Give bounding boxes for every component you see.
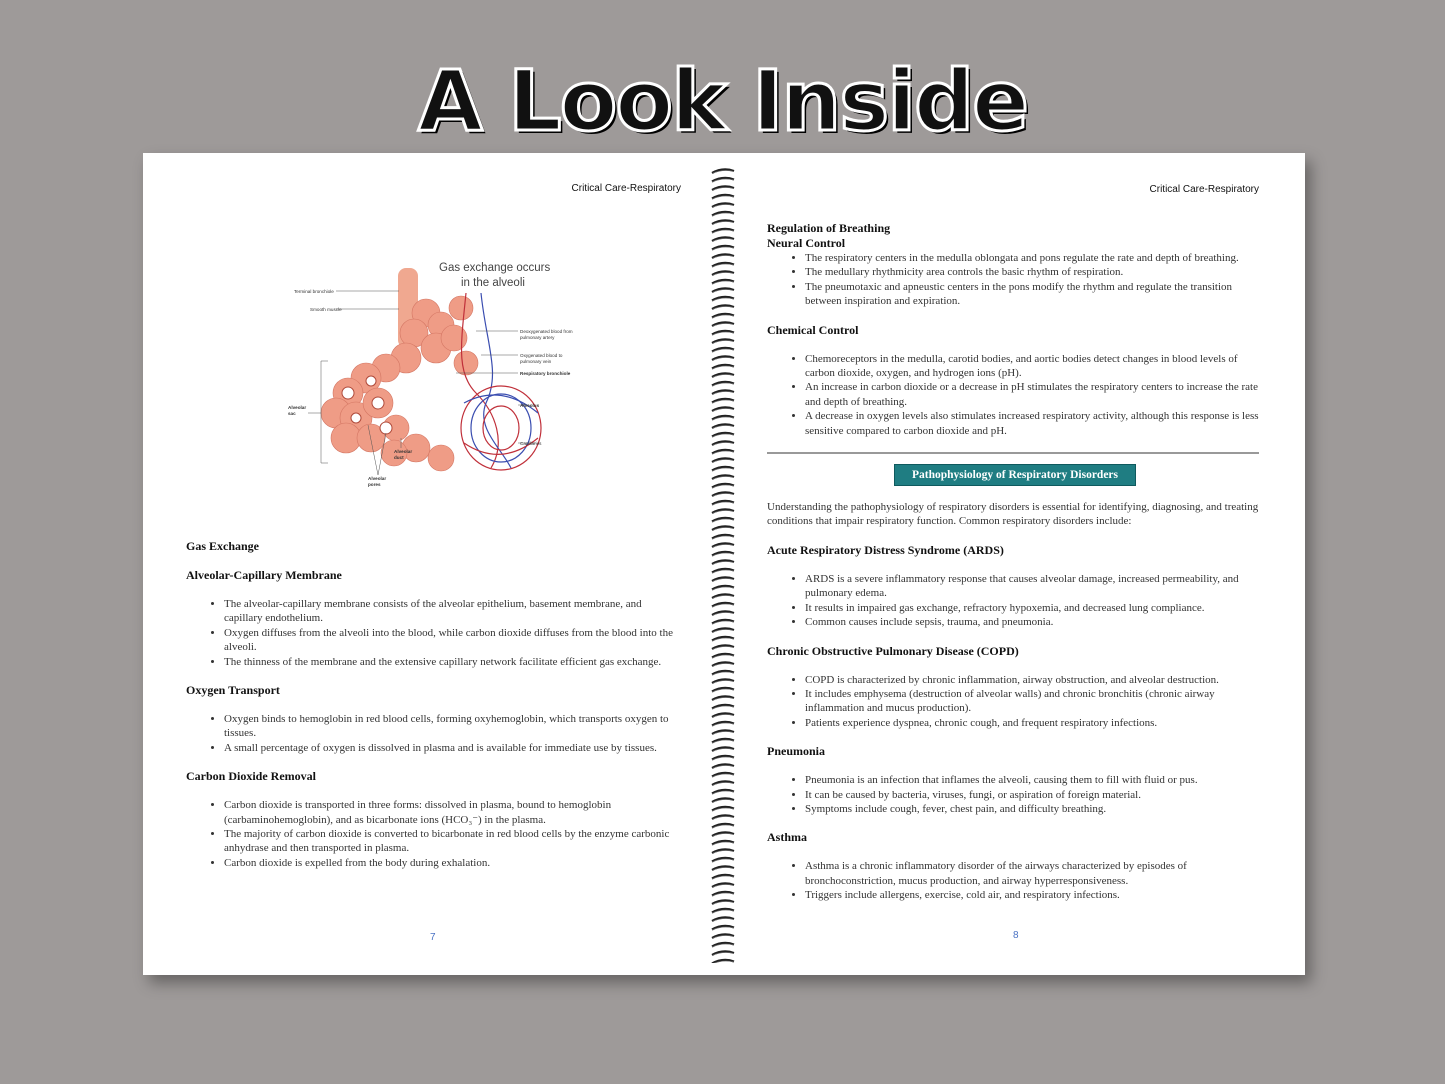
section-divider xyxy=(767,452,1259,454)
right-page-number: 8 xyxy=(1013,930,1019,941)
pathophysiology-banner: Pathophysiology of Respiratory Disorders xyxy=(894,464,1136,486)
disorder-heading: Asthma xyxy=(767,830,808,845)
list-item: • Triggers include allergens, exercise, cold air, and respiratory infections. xyxy=(805,888,1263,902)
list-item: • It results in impaired gas exchange, refractory hypoxemia, and decreased lung compliance. xyxy=(805,601,1263,615)
list-item: • ARDS is a severe inflammatory response that causes alveolar damage, increased permeability, and pulmonary edema. xyxy=(805,572,1263,601)
regulation-heading: Regulation of Breathing xyxy=(767,221,891,235)
page-headline: A Look Inside xyxy=(417,52,1028,150)
bullet-list xyxy=(186,712,676,755)
section-heading: Oxygen Transport xyxy=(186,683,280,698)
right-page-content xyxy=(767,221,1263,903)
bullet-list xyxy=(767,773,1263,816)
left-page-number: 7 xyxy=(430,932,436,943)
label-oxygenated-2: pulmonary vein xyxy=(520,359,552,364)
alveoli-diagram xyxy=(286,253,586,498)
list-item: • Common causes include sepsis, trauma, and pneumonia. xyxy=(805,615,1263,629)
left-page xyxy=(143,153,715,975)
label-capillaries: Capillaries xyxy=(520,441,542,446)
figure-title-line1: Gas exchange occurs xyxy=(439,262,551,274)
list-item: • Patients experience dyspnea, chronic cough, and frequent respiratory infections. xyxy=(805,716,1263,730)
list-item: • It can be caused by bacteria, viruses, fungi, or aspiration of foreign material. xyxy=(805,788,1263,802)
list-item: • Carbon dioxide is expelled from the body during exhalation. xyxy=(224,856,676,870)
list-item: • The pneumotaxic and apneustic centers in the pons modify the rhythm and regulate the transition between inspiration and expiration. xyxy=(805,280,1263,309)
disorder-heading: Chronic Obstructive Pulmonary Disease (COPD) xyxy=(767,643,1019,658)
left-page-header: Critical Care-Respiratory xyxy=(571,183,681,194)
list-item: • The respiratory centers in the medulla oblongata and pons regulate the rate and depth of breathing. xyxy=(805,251,1263,265)
intro-paragraph: Understanding the pathophysiology of respiratory disorders is essential for identifying, diagnosing, and treating conditions that impair respiratory function. Common respiratory disorders include: xyxy=(767,501,1259,528)
bullet-list xyxy=(767,251,1263,309)
label-respiratory-bronchiole: Respiratory bronchiole xyxy=(520,371,571,376)
label-oxygenated-1: Oxygenated blood to xyxy=(520,353,563,358)
bullet-list xyxy=(767,673,1263,731)
list-item: • Symptoms include cough, fever, chest pain, and difficulty breathing. xyxy=(805,802,1263,816)
label-alveolar-pores-1: Alveolar xyxy=(368,476,387,481)
label-alveolar-duct-2: duct xyxy=(394,455,404,460)
gas-exchange-heading: Gas Exchange xyxy=(186,539,260,553)
left-page-content xyxy=(186,539,676,870)
list-item: • COPD is characterized by chronic inflammation, airway obstruction, and alveolar destruction. xyxy=(805,673,1263,687)
list-item: • The medullary rhythmicity area controls the basic rhythm of respiration. xyxy=(805,265,1263,279)
bullet-list xyxy=(186,597,676,669)
list-item: • The thinness of the membrane and the extensive capillary network facilitate efficient gas exchange. xyxy=(224,655,676,669)
section-heading: Alveolar-Capillary Membrane xyxy=(186,568,342,582)
section-heading: Carbon Dioxide Removal xyxy=(186,769,316,784)
list-item: • Chemoreceptors in the medulla, carotid bodies, and aortic bodies detect changes in blood levels of carbon dioxide, oxygen, and hydrogen ions (pH). xyxy=(805,352,1263,381)
bullet-list xyxy=(767,352,1263,438)
label-alveolar-pores-2: pores xyxy=(368,482,381,487)
label-terminal-bronchiole: Terminal bronchiole xyxy=(294,289,334,294)
bullet-list xyxy=(186,798,676,870)
label-alveolus: Alveolus xyxy=(520,403,540,408)
list-item: • It includes emphysema (destruction of alveolar walls) and chronic bronchitis (chronic airway inflammation and mucus production). xyxy=(805,687,1263,716)
label-alveolar-duct-1: Alveolar xyxy=(394,449,413,454)
bullet-list xyxy=(767,572,1263,630)
list-item: • An increase in carbon dioxide or a decrease in pH stimulates the respiratory centers to increase the rate and depth of breathing. xyxy=(805,380,1263,409)
disorder-heading: Pneumonia xyxy=(767,744,826,759)
label-deoxygenated-1: Deoxygenated blood from xyxy=(520,329,573,334)
list-item: • A decrease in oxygen levels also stimulates increased respiratory activity, although this response is less sensitive compared to carbon dioxide and pH. xyxy=(805,409,1263,438)
disorder-heading: Acute Respiratory Distress Syndrome (ARDS) xyxy=(767,542,1004,557)
figure-title-line2: in the alveoli xyxy=(461,277,525,289)
label-smooth-muscle: Smooth muscle xyxy=(310,307,342,312)
list-item: • Asthma is a chronic inflammatory disorder of the airways characterized by episodes of bronchoconstriction, mucus production, and airway hyperresponsiveness. xyxy=(805,859,1263,888)
label-alveolar-sac-2: sac xyxy=(288,411,296,416)
label-deoxygenated-2: pulmonary artery xyxy=(520,335,555,340)
right-page-header: Critical Care-Respiratory xyxy=(1149,184,1259,195)
list-item: • Oxygen binds to hemoglobin in red blood cells, forming oxyhemoglobin, which transports oxygen to tissues. xyxy=(224,712,676,741)
chemical-control-heading: Chemical Control xyxy=(767,322,859,337)
list-item: • The alveolar-capillary membrane consists of the alveolar epithelium, basement membrane, and capillary endothelium. xyxy=(224,597,676,626)
list-item: • The majority of carbon dioxide is converted to bicarbonate in red blood cells by the enzyme carbonic anhydrase and then transported in plasma. xyxy=(224,827,676,856)
list-item: • Carbon dioxide is transported in three forms: dissolved in plasma, bound to hemoglobin (carbaminohemoglobin), and as bicarbonate ions (HCO₃⁻) in the plasma. xyxy=(224,798,676,827)
neural-control-heading: Neural Control xyxy=(767,236,846,250)
bullet-list xyxy=(767,859,1263,902)
label-alveolar-sac-1: Alveolar xyxy=(288,405,307,410)
list-item: • A small percentage of oxygen is dissolved in plasma and is available for immediate use by tissues. xyxy=(224,741,676,755)
right-page xyxy=(733,153,1305,975)
list-item: • Pneumonia is an infection that inflames the alveoli, causing them to fill with fluid or pus. xyxy=(805,773,1263,787)
book-spread xyxy=(143,153,1305,975)
list-item: • Oxygen diffuses from the alveoli into the blood, while carbon dioxide diffuses from the blood into the alveoli. xyxy=(224,626,676,655)
